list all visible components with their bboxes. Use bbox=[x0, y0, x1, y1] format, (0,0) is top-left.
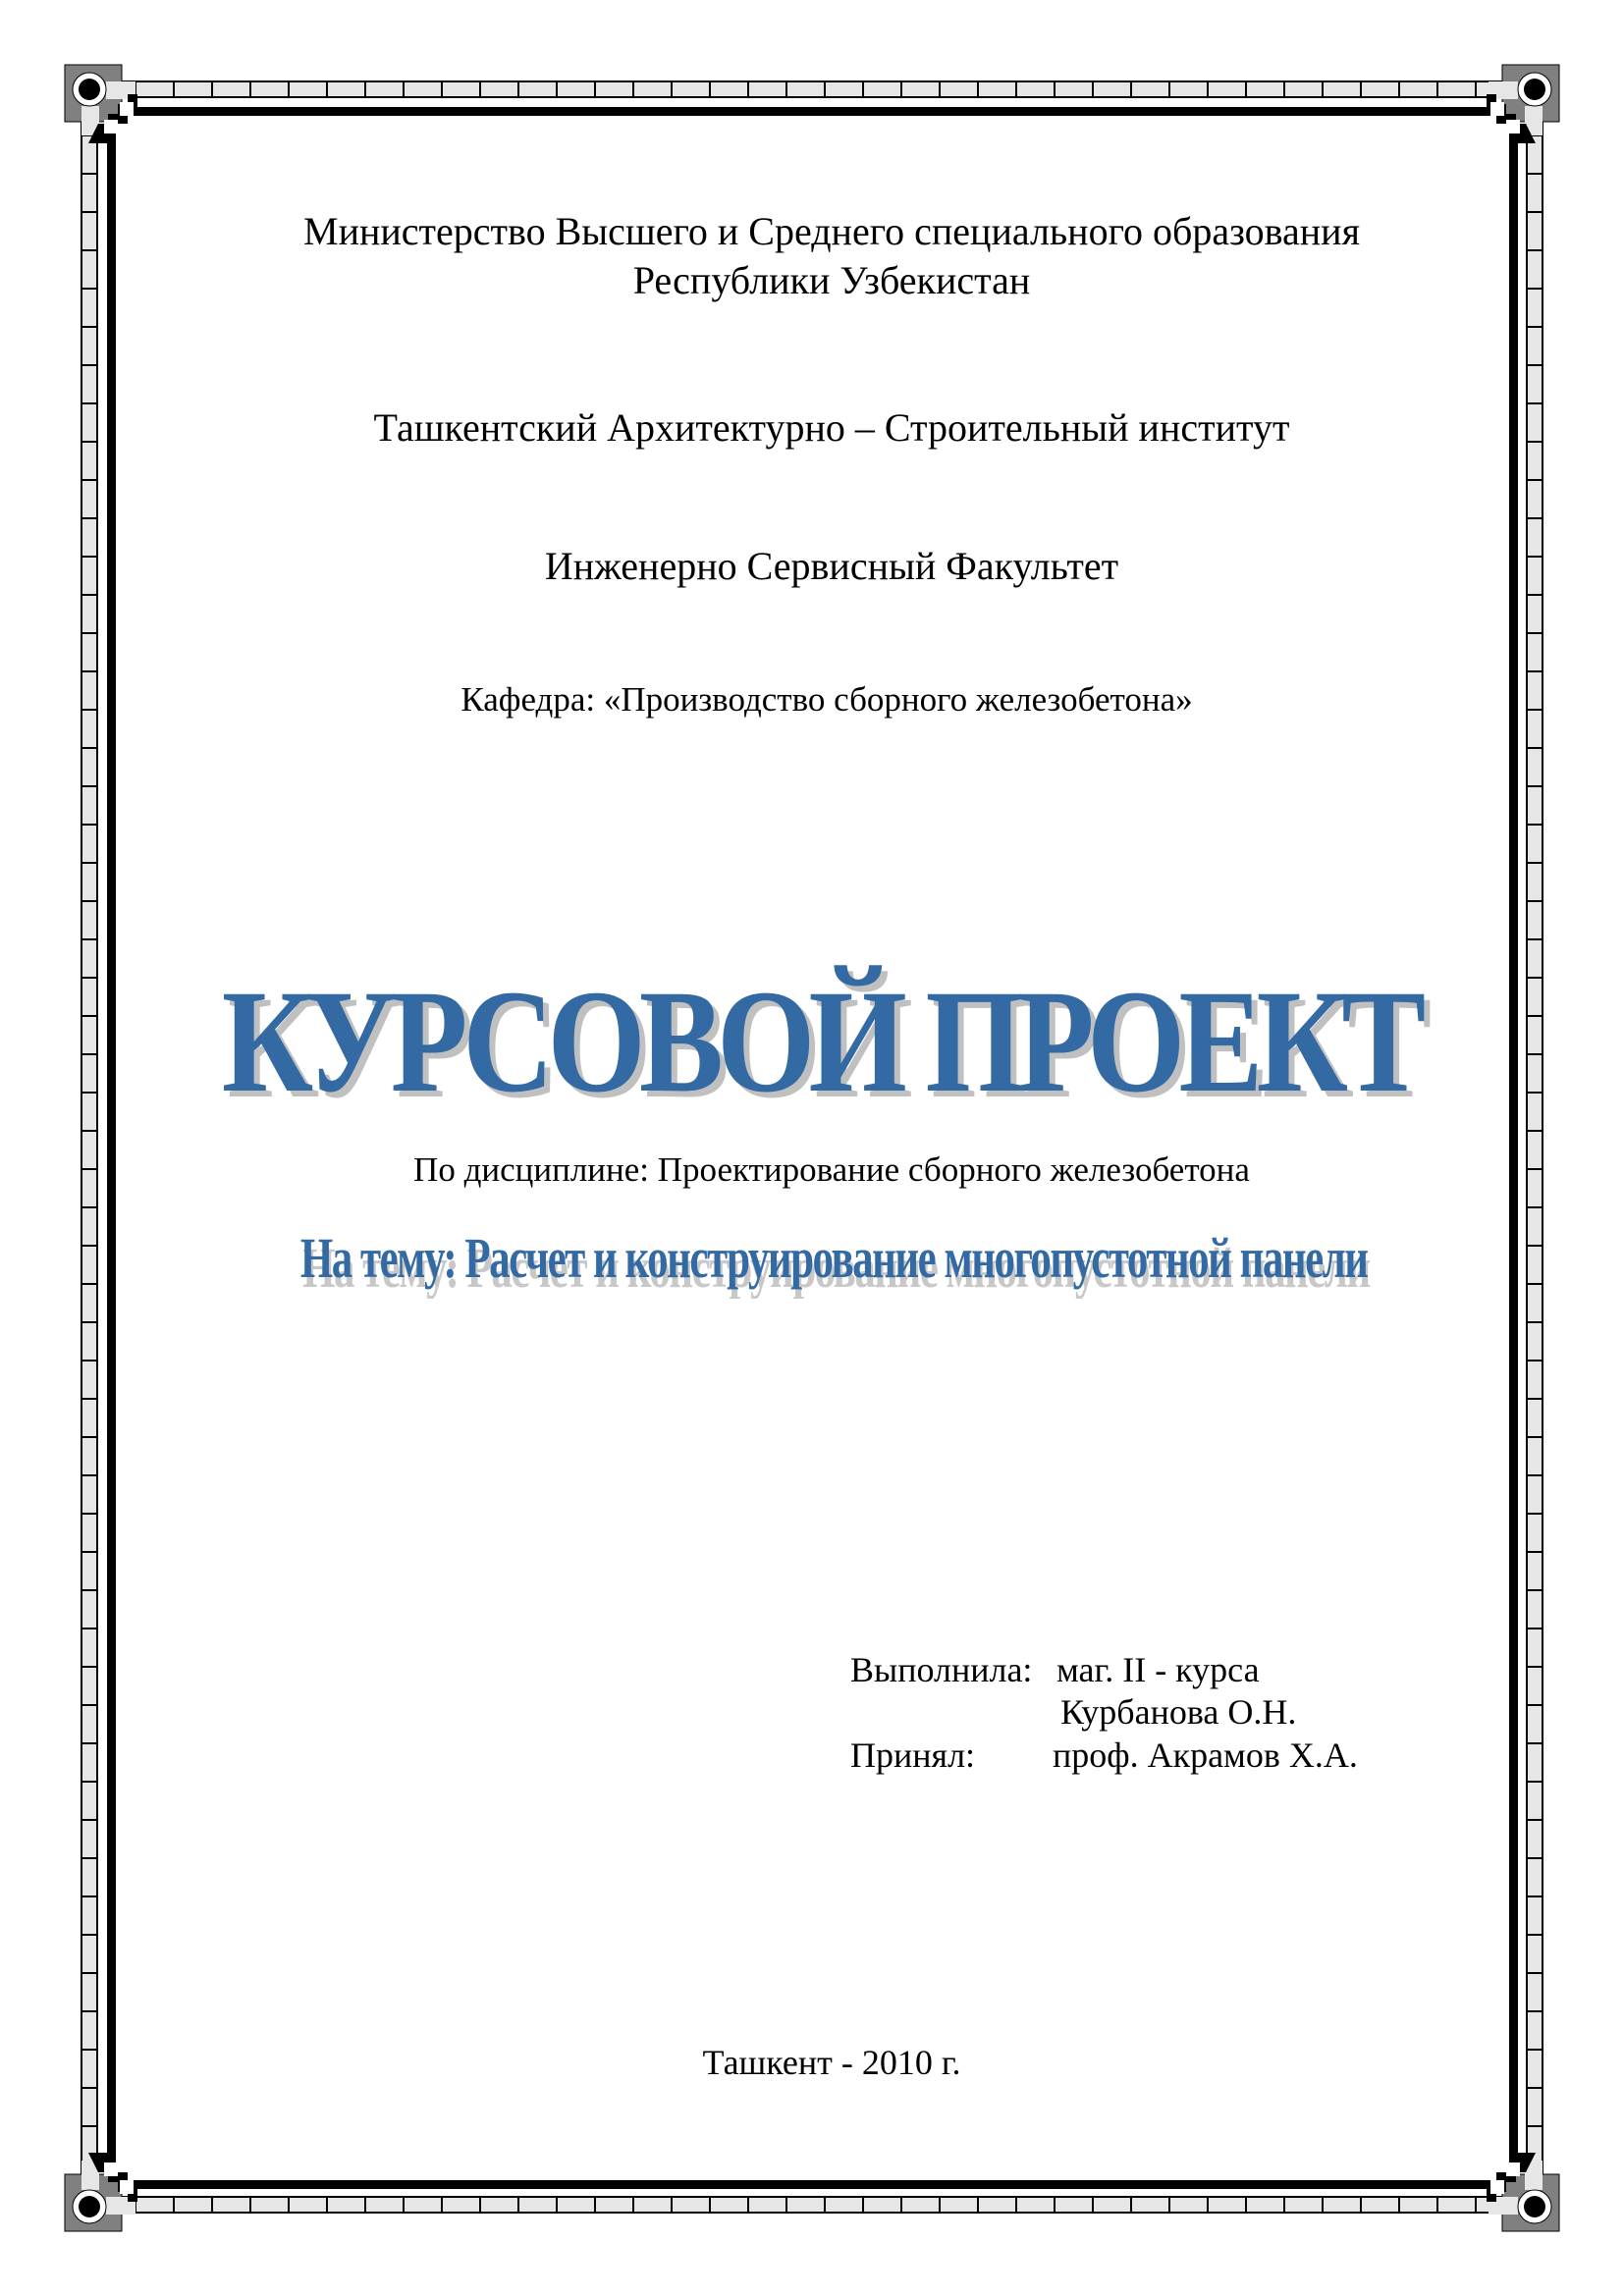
border-line-top bbox=[124, 107, 1500, 116]
discipline-line: По дисциплине: Проектирование сборного железобетона bbox=[413, 1150, 1250, 1189]
performed-by-name: Курбанова О.Н. bbox=[1060, 1692, 1297, 1732]
border-strip-top bbox=[96, 80, 1528, 98]
faculty-name: Инженерно Сервисный Факультет bbox=[544, 544, 1119, 588]
ministry-line-2: Республики Узбекистан bbox=[632, 258, 1031, 302]
performed-by-label: Выполнила: bbox=[850, 1650, 1033, 1689]
institute-name: Ташкентский Архитектурно – Строительный институт bbox=[373, 405, 1290, 450]
corner-ornament-bottom-right bbox=[1463, 2135, 1561, 2233]
border-line-bottom bbox=[124, 2180, 1500, 2189]
corner-ornament-bottom-left bbox=[63, 2135, 161, 2233]
ministry-line-1: Министерство Высшего и Среднего специального образования bbox=[303, 209, 1360, 253]
document-title: КУРСОВОЙ ПРОЕКТ bbox=[221, 960, 1420, 1123]
topic-line: На тему: Расчет и конструирование многопустотной панели bbox=[299, 1226, 1368, 1290]
accepted-by-label: Принял: bbox=[850, 1735, 976, 1775]
performed-by-value: маг. II - курса bbox=[1056, 1650, 1260, 1689]
department-name: Кафедра: «Производство сборного железобетона» bbox=[460, 680, 1193, 719]
accepted-by-value: проф. Акрамов Х.А. bbox=[1053, 1735, 1358, 1775]
corner-ornament-top-right bbox=[1463, 63, 1561, 161]
corner-ornament-top-left bbox=[63, 63, 161, 161]
city-year: Ташкент - 2010 г. bbox=[702, 2043, 961, 2082]
border-strip-bottom bbox=[96, 2196, 1528, 2214]
